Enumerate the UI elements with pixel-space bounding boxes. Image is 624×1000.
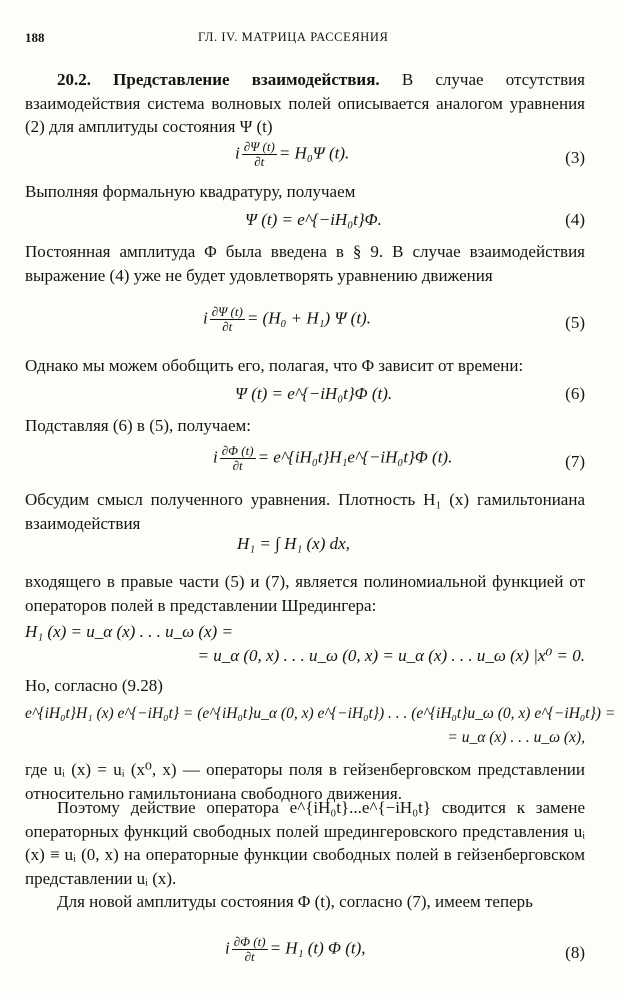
eq7-label: (7) xyxy=(565,452,585,471)
eq-poly-line2: = u_α (0, x) . . . u_ω (0, x) = u_α (x) . . . u_ω (x) |x⁰ = 0. xyxy=(197,646,585,665)
eq8-fraction xyxy=(232,935,268,964)
eq-poly-line1: H₁ (x) = u_α (x) . . . u_ω (x) = xyxy=(25,622,233,641)
equation-polynomial xyxy=(25,620,585,670)
running-title: ГЛ. IV. МАТРИЦА РАССЕЯНИЯ xyxy=(198,30,389,44)
eq5-rhs: = (H₀ + H₁) Ψ (t). xyxy=(246,308,371,328)
eq-h1-body: H₁ = ∫ H₁ (x) dx, xyxy=(237,534,350,553)
eq7-numerator: ∂Φ (t) xyxy=(221,443,254,458)
paragraph-constant-amplitude: Постоянная амплитуда Φ была введена в § 9. В случае взаимодействия выражение (4) уже не будет удовлетворять уравнению движения xyxy=(25,242,585,285)
equation-7: i $\frac{\partial\Phi (t)}{\partial t}$ = e^{iH₀t}H₁e^{−iH₀t}Φ (t). (7) xyxy=(213,443,585,473)
eq3-label: (3) xyxy=(565,148,585,167)
equation-4 xyxy=(25,208,585,234)
paragraph-according: Но, согласно (9.28) xyxy=(25,676,163,695)
eq5-fraction xyxy=(210,305,245,334)
eq-heis-line1: e^{iH₀t}H₁ (x) e^{−iH₀t} = (e^{iH₀t}u_α (0, x) e^{−iH₀t}) . . . (e^{iH₀t}u_ω (0, x) e^{−iH₀t}) = xyxy=(25,705,616,722)
eq5-denominator: ∂t xyxy=(222,319,233,334)
paragraph-meaning: Обсудим смысл полученного уравнения. Плотность H₁ (x) гамильтониана взаимодействия xyxy=(25,490,585,533)
equation-6 xyxy=(25,382,585,408)
eq8-label: (8) xyxy=(565,943,585,962)
equation-heisenberg xyxy=(25,702,616,752)
page-header xyxy=(25,30,585,50)
equation-h1-integral xyxy=(25,532,585,558)
eq7-rhs: = e^{iH₀t}H₁e^{−iH₀t}Φ (t). xyxy=(257,447,453,467)
section-intro-paragraph xyxy=(25,68,585,139)
paragraph-quadrature: Выполняя формальную квадратуру, получаем xyxy=(25,182,356,201)
paragraph-substitute: Подставляя (6) в (5), получаем: xyxy=(25,416,251,435)
paragraph-therefore: Поэтому действие оператора e^{iH₀t}...e^{−iH₀t} сводится к замене операторных функций свободных полей шредингеровского представления uᵢ (x) ≡ uᵢ (0, x) на операторные функции свободных полей в гейзенберговском представлении uᵢ (x). xyxy=(25,798,585,888)
eq4-body: Ψ (t) = e^{−iH₀t}Φ. xyxy=(245,210,382,229)
page-number: 188 xyxy=(25,30,45,45)
eq7-fraction xyxy=(220,444,256,473)
paragraph-where: где uᵢ (x) = uᵢ (x⁰, x) — операторы поля в гейзенберговском представлении относительно гамильтониана свободного движения. xyxy=(25,760,585,803)
eq3-rhs: = H₀Ψ (t). xyxy=(278,143,350,163)
eq3-fraction xyxy=(242,140,277,169)
eq8-rhs: = H₁ (t) Φ (t), xyxy=(269,938,366,958)
paragraph-new-amplitude: Для новой амплитуды состояния Φ (t), согласно (7), имеем теперь xyxy=(57,892,533,911)
section-heading: 20.2. Представление взаимодействия. xyxy=(57,70,380,89)
eq-heis-line2: = u_α (x) . . . u_ω (x), xyxy=(447,729,585,746)
eq4-label: (4) xyxy=(565,210,585,229)
paragraph-generalize: Однако мы можем обобщить его, полагая, что Φ зависит от времени: xyxy=(25,356,524,375)
eq3-denominator: ∂t xyxy=(254,154,265,169)
eq8-numerator: ∂Φ (t) xyxy=(233,934,266,949)
section-intro-text: В случае отсутствия взаимодействия система волновых полей описывается аналогом уравнения (2) для амплитуды состояния Ψ (t) xyxy=(25,70,586,136)
paragraph-polynomial: входящего в правые части (5) и (7), является полиномиальной функцией от операторов полей в представлении Шредингера: xyxy=(25,572,585,615)
equation-5: i $\frac{\partial\Psi (t)}{\partial t}$ = (H₀ + H₁) Ψ (t). (5) xyxy=(203,304,585,334)
equation-3: i $\frac{\partial\Psi (t)}{\partial t}$ = H₀Ψ (t). (3) xyxy=(235,139,585,169)
eq6-body: Ψ (t) = e^{−iH₀t}Φ (t). xyxy=(235,384,393,403)
eq8-denominator: ∂t xyxy=(244,949,255,964)
eq3-numerator: ∂Ψ (t) xyxy=(243,139,275,154)
eq5-label: (5) xyxy=(565,313,585,332)
eq7-denominator: ∂t xyxy=(232,458,243,473)
eq6-label: (6) xyxy=(565,384,585,403)
eq5-numerator: ∂Ψ (t) xyxy=(211,304,243,319)
equation-8: i $\frac{\partial\Phi (t)}{\partial t}$ = H₁ (t) Φ (t), (8) xyxy=(225,934,585,964)
